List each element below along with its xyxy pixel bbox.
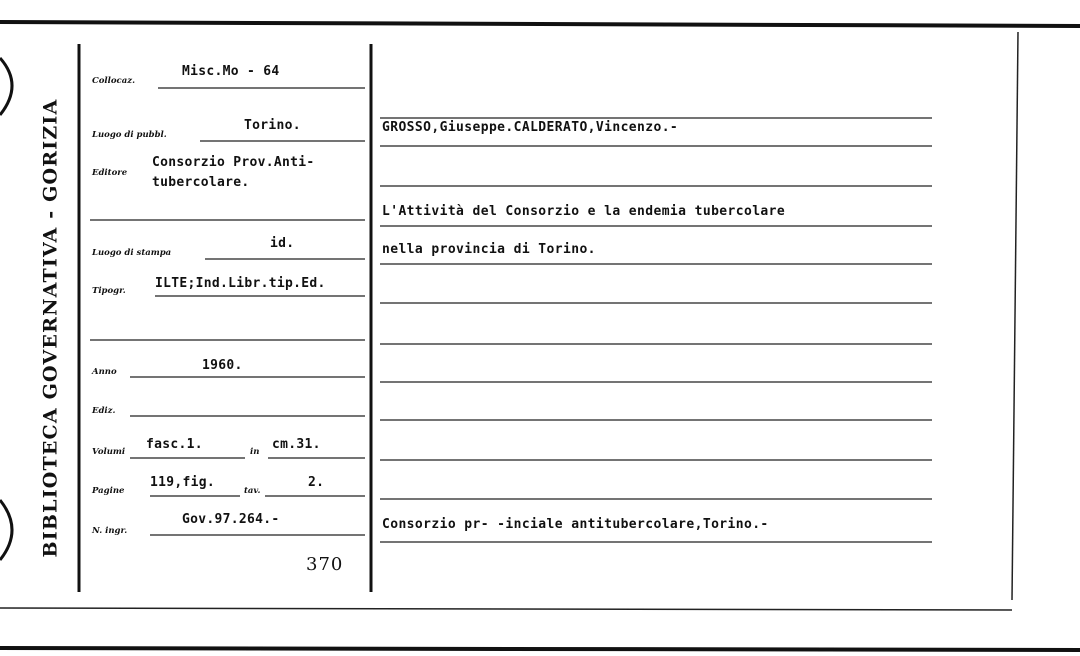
- value-luogo-stampa: id.: [270, 236, 295, 251]
- value-tipogr: ILTE;Ind.Libr.tip.Ed.: [155, 276, 326, 291]
- value-collocazione: Misc.Mo - 64: [182, 64, 280, 79]
- label-ediz: Ediz.: [92, 406, 116, 416]
- label-volumi: Volumi: [92, 447, 126, 457]
- library-stamp: [18, 0, 82, 656]
- label-luogo-pubbl: Luogo di pubbl.: [92, 130, 167, 140]
- label-n-ingr: N. ingr.: [92, 526, 128, 536]
- value-tav: 2.: [308, 475, 325, 490]
- label-tipogr: Tipogr.: [92, 286, 126, 296]
- library-stamp-text: BIBLIOTECA GOVERNATIVA - GORIZIA: [39, 98, 61, 558]
- label-luogo-stampa: Luogo di stampa: [92, 248, 172, 258]
- label-in: in: [250, 447, 260, 457]
- publisher-note: Consorzio pr- -inciale antitubercolare,Torino.-: [382, 517, 769, 532]
- value-formato: cm.31.: [272, 437, 321, 452]
- value-editore-line2: tubercolare.: [152, 175, 250, 190]
- punch-hole-top: [0, 58, 12, 115]
- value-volumi: fasc.1.: [146, 437, 203, 452]
- value-editore-line1: Consorzio Prov.Anti-: [152, 155, 315, 170]
- title-line-2: nella provincia di Torino.: [382, 242, 596, 257]
- label-tav: tav.: [244, 486, 261, 496]
- right-edge-line: [1012, 32, 1018, 600]
- value-luogo-pubbl: Torino.: [244, 118, 301, 133]
- authors-text: GROSSO,Giuseppe.CALDERATO,Vincenzo.-: [382, 120, 679, 135]
- value-pagine: 119,fig.: [150, 475, 216, 490]
- handwritten-number: 370: [306, 554, 344, 575]
- right-field-lines: [380, 118, 932, 542]
- bottom-border-line: [0, 648, 1080, 650]
- label-collocazione: Collocaz.: [92, 76, 136, 86]
- bottom-edge-line: [0, 608, 1012, 610]
- title-line-1: L'Attività del Consorzio e la endemia tubercolare: [382, 204, 786, 219]
- top-edge-line: [0, 22, 1080, 26]
- value-anno: 1960.: [202, 358, 243, 373]
- label-pagine: Pagine: [92, 486, 125, 496]
- label-anno: Anno: [92, 367, 117, 377]
- label-editore: Editore: [92, 168, 128, 178]
- punch-hole-bottom: [0, 500, 12, 560]
- value-n-ingr: Gov.97.264.-: [182, 512, 280, 527]
